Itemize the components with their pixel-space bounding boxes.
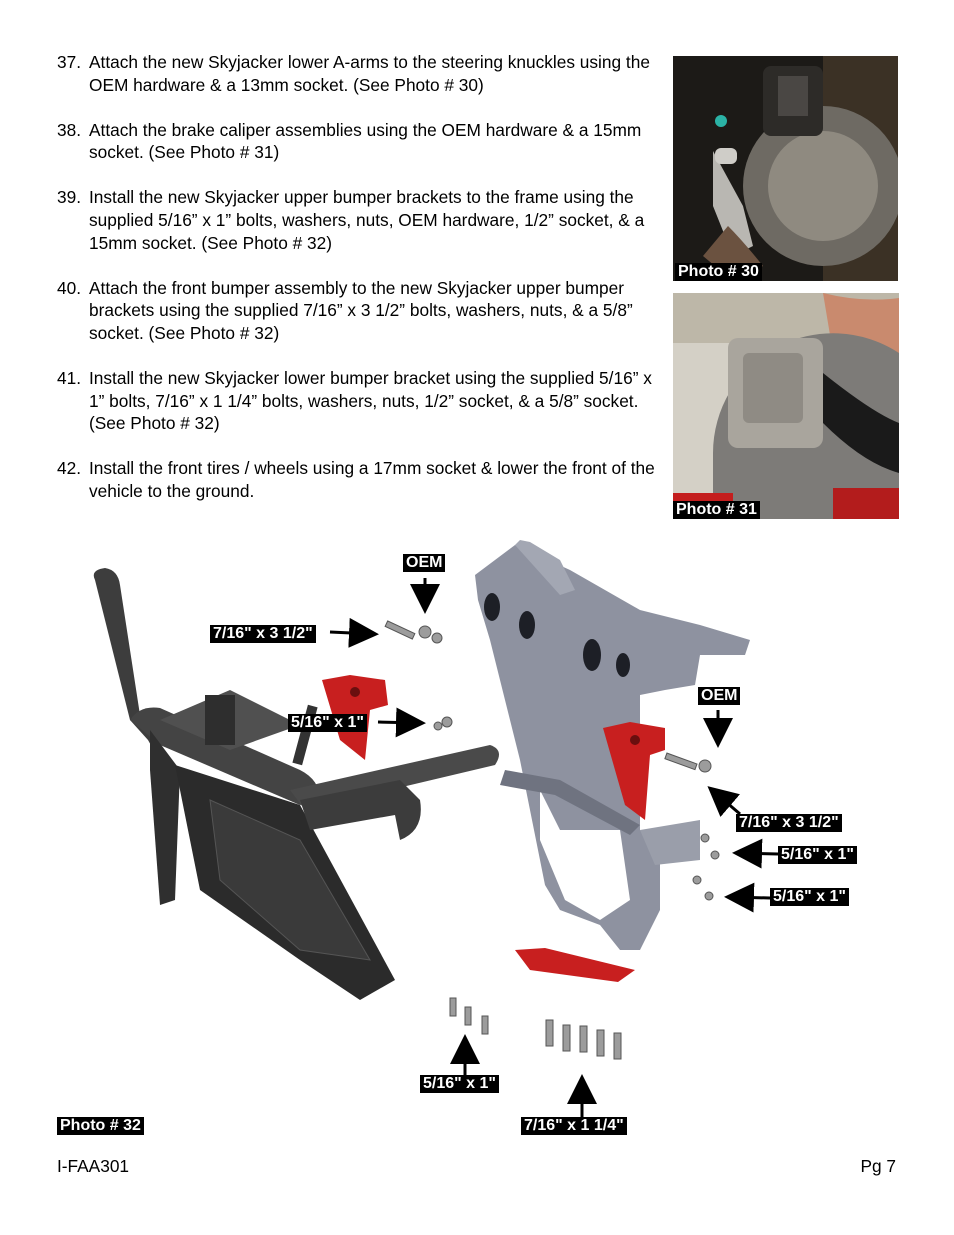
step-number: 42. [57,458,82,479]
step-text: Attach the new Skyjacker lower A-arms to the steering knuckles using the OEM hardware & a 13mm socket. (See Photo # 30) [89,52,650,95]
photo-30-caption: Photo # 30 [675,263,762,281]
photo-31-image [673,293,899,519]
step-text: Install the front tires / wheels using a 17mm socket & lower the front of the vehicle to the ground. [89,458,655,501]
step-39 [57,186,669,254]
step-37 [57,51,669,96]
step-42 [57,457,669,502]
lower-bumper-bracket [515,948,635,982]
photo-31 [673,293,899,519]
step-number: 40. [57,277,82,298]
label-bolt-516x1-bottom: 5/16" x 1" [420,1075,499,1093]
step-text: Attach the brake caliper assemblies using the OEM hardware & a 15mm socket. (See Photo # 31) [89,119,642,163]
step-number: 38. [57,119,82,140]
exploded-assembly-diagram [0,530,954,1150]
step-text: Install the new Skyjacker lower bumper bracket using the supplied 5/16” x 1” bolts, 7/16” x 1 1/4” bolts, washers, nuts, 1/2” socket, & a 5/8” socket. (See Photo # 32) [89,367,652,434]
photo-30 [673,56,898,281]
photo-32-caption: Photo # 32 [57,1117,144,1135]
label-bolt-516x1-right-a: 5/16" x 1" [778,846,857,864]
document-id: I-FAA301 [57,1156,130,1176]
step-number: 41. [57,367,82,388]
step-38 [57,119,669,164]
step-41 [57,367,669,435]
label-bolt-516x1-right-b: 5/16" x 1" [770,888,849,906]
label-bolt-716x312-right: 7/16" x 3 1/2" [736,814,842,832]
page-number: Pg 7 [860,1156,896,1176]
instruction-list [57,51,669,525]
step-40 [57,277,669,345]
step-text: Attach the front bumper assembly to the new Skyjacker upper bumper brackets using the supplied 7/16” x 3 1/2” bolts, washers, nuts, & a 5/8” socket. (See Photo # 32) [89,277,633,343]
label-oem-right: OEM [698,687,740,705]
label-bolt-716x114-bottom: 7/16" x 1 1/4" [521,1117,627,1135]
photo-31-caption: Photo # 31 [673,501,760,519]
label-bolt-516x1-left: 5/16" x 1" [288,714,367,732]
step-number: 37. [57,52,82,72]
label-bolt-716x312-left: 7/16" x 3 1/2" [210,625,316,643]
step-text: Install the new Skyjacker upper bumper brackets to the frame using the supplied 5/16” x 1” bolts, washers, nuts, OEM hardware, 1/2” socket, & a 15mm socket. (See Photo # 32) [89,187,645,253]
label-oem-top: OEM [403,554,445,572]
step-number: 39. [57,187,82,208]
photo-30-image [673,56,898,281]
